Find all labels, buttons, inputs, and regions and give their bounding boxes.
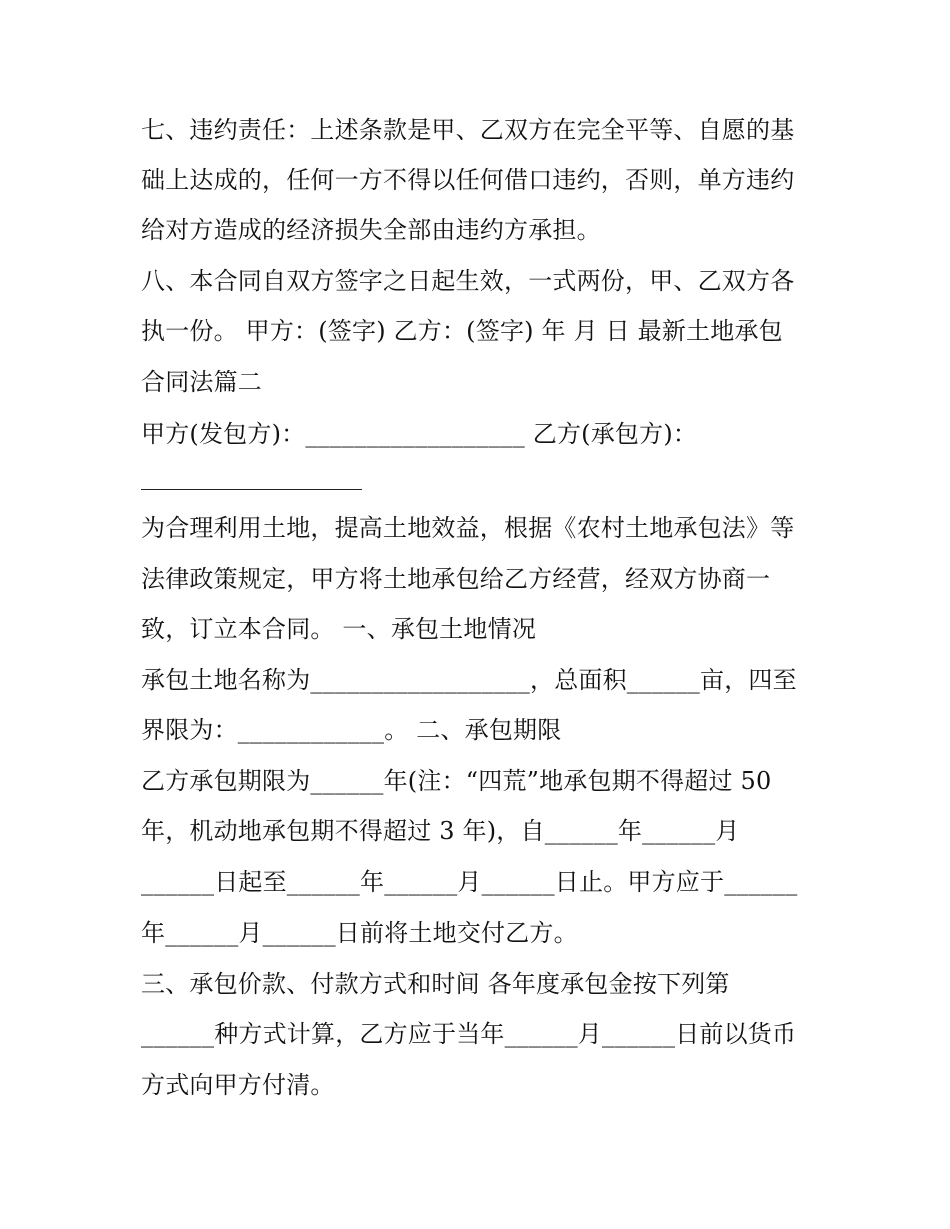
text-line: 方式向甲方付清。 xyxy=(141,1071,335,1099)
text-line: 甲方(发包方)：__________________ 乙方(承包方)： xyxy=(141,420,698,448)
text-line: 八、本合同自双方签字之日起生效，一式两份，甲、乙双方各 xyxy=(141,267,795,295)
text-line: 承包土地名称为__________________，总面积______亩，四至 xyxy=(141,666,797,694)
text-line: 给对方造成的经济损失全部由违约方承担。 xyxy=(141,216,601,244)
text-line: 界限为：____________。 二、承包期限 xyxy=(141,716,562,744)
text-line: ______种方式计算，乙方应于当年______月______日前以货币 xyxy=(141,1020,797,1048)
text-line: 三、承包价款、付款方式和时间 各年度承包金按下列第 xyxy=(141,970,730,998)
text-line: 执一份。 甲方：(签字) 乙方：(签字) 年 月 日 最新土地承包 xyxy=(141,317,783,345)
blank-underline xyxy=(141,461,362,490)
text-line: 为合理利用土地，提高土地效益，根据《农村土地承包法》等 xyxy=(141,514,795,542)
text-line: 年，机动地承包期不得超过 3 年)，自______年______月 xyxy=(141,817,740,845)
text-line: 致，订立本合同。 一、承包土地情况 xyxy=(141,615,537,643)
text-line: 年______月______日前将土地交付乙方。 xyxy=(141,919,578,947)
text-line: 七、违约责任：上述条款是甲、乙双方在完全平等、自愿的基 xyxy=(141,116,795,144)
text-line: 法律政策规定，甲方将土地承包给乙方经营，经双方协商一 xyxy=(141,565,771,593)
text-line: 乙方承包期限为______年(注：“四荒”地承包期不得超过 50 xyxy=(141,767,772,795)
text-line: 合同法篇二 xyxy=(141,368,262,396)
signature-blank-line xyxy=(141,461,821,490)
text-line: 础上达成的，任何一方不得以任何借口违约，否则，单方违约 xyxy=(141,166,795,194)
text-line: ______日起至______年______月______日止。甲方应于______ xyxy=(141,868,798,896)
